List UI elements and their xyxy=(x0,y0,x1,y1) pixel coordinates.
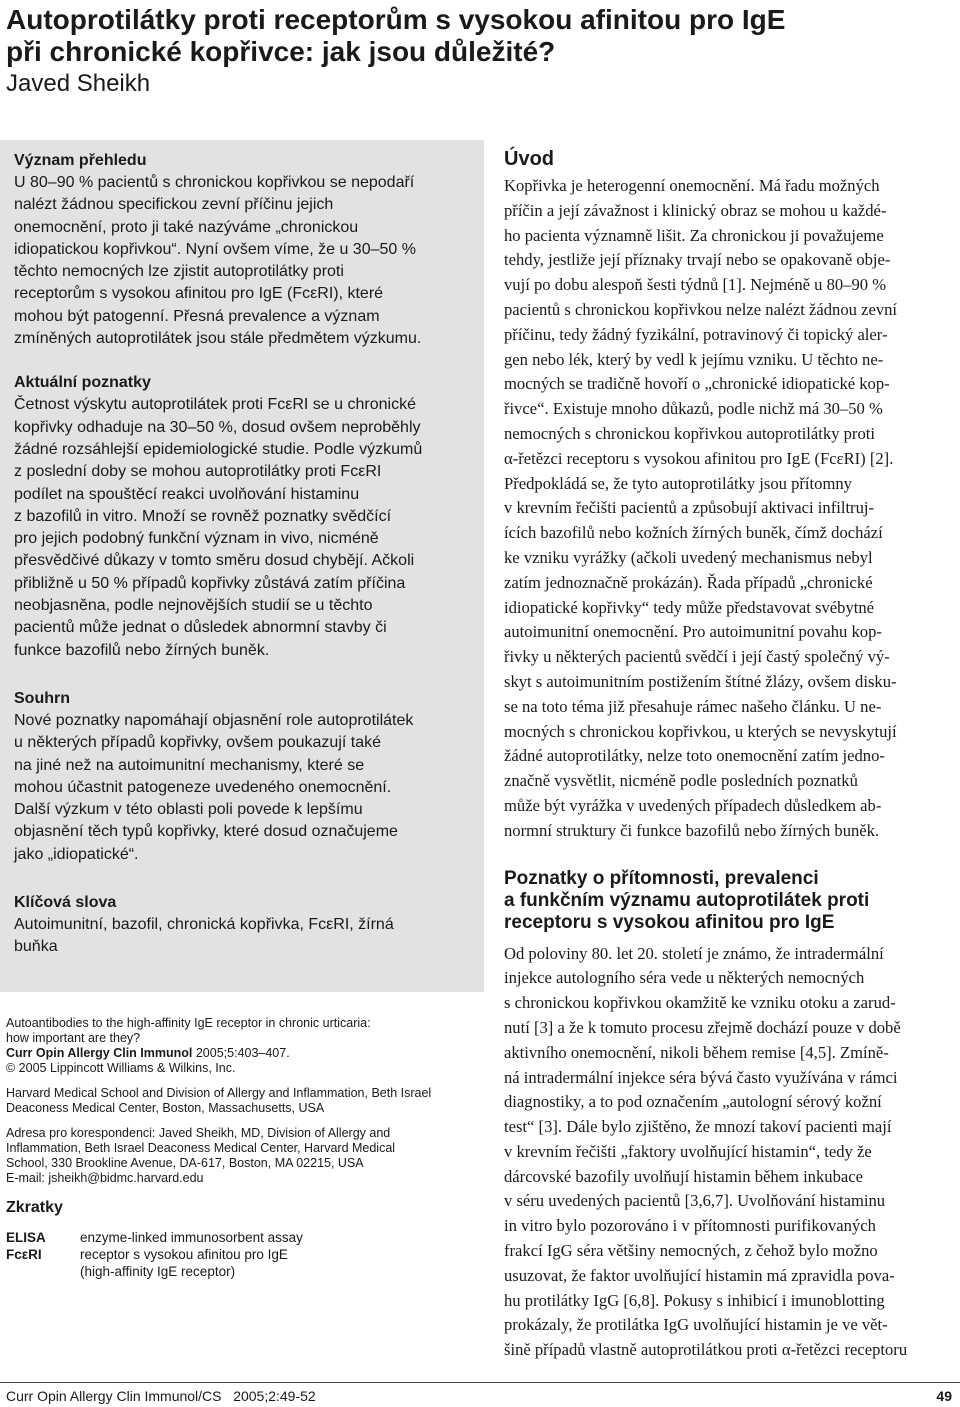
text-line: nutí [3] a že k tomuto procesu zřejmě dochází pouze v době xyxy=(504,1017,901,1037)
text-line: ho pacienta významně lišit. Za chronickou ji považujeme xyxy=(504,225,884,245)
article-title-line-2: při chronické kopřivce: jak jsou důležité? xyxy=(6,36,556,67)
text-line: receptorům s vysokou afinitou pro IgE (FcεRI), které xyxy=(14,285,384,303)
footer-divider xyxy=(0,1382,960,1383)
text-line: pacientů může jednat o důsledek abnormní stavby či xyxy=(14,619,387,637)
affiliation-line: Harvard Medical School and Division of Allergy and Inflammation, Beth Israel xyxy=(6,1086,432,1100)
text-line: hu protilátky IgG [6,8]. Pokusy s inhibicí i imunoblotting xyxy=(504,1290,885,1310)
text-line: Od poloviny 80. let 20. století je známo, že intradermální xyxy=(504,943,884,963)
text-line: řivce“. Existuje mnoho důkazů, podle nichž má 30–50 % xyxy=(504,399,883,419)
affiliation-line: Deaconess Medical Center, Boston, Massachusetts, USA xyxy=(6,1101,325,1115)
text-line: Předpokládá se, že tyto autoprotilátky jsou přítomny xyxy=(504,473,852,493)
text-line: pacientů s chronickou kopřivkou nelze nalézt žádnou zevní xyxy=(504,299,898,319)
text-line: z poslední doby se mohou autoprotilátky proti FcεRI xyxy=(14,463,382,481)
summary-paragraph xyxy=(14,710,476,866)
text-line: přesvědčivé důkazy v tomto směru dosud chybějí. Ačkoli xyxy=(14,552,415,570)
keywords-heading: Klíčová slova xyxy=(14,894,117,912)
purpose-heading: Význam přehledu xyxy=(14,152,147,169)
text-line: objasnění těch typů kopřivky, které dosud označujeme xyxy=(14,823,398,841)
text-line: vují po dobu alespoň šesti týdnů [1]. Nejméně u 80–90 % xyxy=(504,275,887,295)
text-line: mohou být patogenní. Přesná prevalence a význam xyxy=(14,307,380,325)
text-line: frakcí IgG séra většiny nemocných, z čehož bylo možno xyxy=(504,1241,878,1261)
text-line: autoimunitní onemocnění. Pro autoimunitní povahu kop- xyxy=(504,622,882,642)
text-line: injekce autologního séra vede u některých nemocných xyxy=(504,968,865,988)
text-line: nemocných s chronickou kopřivkou autoprotilátky proti xyxy=(504,423,875,443)
abbreviation-key: ELISA xyxy=(6,1230,46,1245)
text-line: dárcovské bazofily uvolňují histamin během inkubace xyxy=(504,1166,863,1186)
abbreviation-key: FcεRI xyxy=(6,1247,42,1262)
text-line: in vitro bylo pozorováno i v přítomnosti purifikovaných xyxy=(504,1216,876,1236)
text-line: značně vysvětlit, nicméně podle posledních poznatků xyxy=(504,771,858,791)
text-line: zatím jednoznačně prokázán). Řada případů „chronické xyxy=(504,572,873,592)
text-line: může být vyrážka v uvedených případech důsledkem ab- xyxy=(504,795,882,815)
footer-journal-info xyxy=(6,1387,316,1405)
author-name: Javed Sheikh xyxy=(6,70,151,97)
keywords-paragraph xyxy=(14,914,476,959)
abbreviation-row xyxy=(6,1229,476,1246)
text-line: pro jejich podobný funkční význam in vivo, nicméně xyxy=(14,530,379,548)
text-line: skyt s autoimunitním postižením štítné žlázy, ovšem disku- xyxy=(504,671,897,691)
text-line: u některých případů kopřivky, ovšem poukazují také xyxy=(14,734,381,752)
text-line: ná intradermální injekce séra bývá často využívána v rámci xyxy=(504,1067,898,1087)
text-line: Kopřivka je heterogenní onemocnění. Má řadu možných xyxy=(504,176,880,195)
correspondence-email: E-mail: jsheikh@bidmc.harvard.edu xyxy=(6,1171,204,1185)
citation xyxy=(6,1046,476,1061)
page-number: 49 xyxy=(936,1388,952,1404)
text-line: mocných s chronickou kopřivkou, u kterých se nevyskytují xyxy=(504,721,897,741)
footer-issue: 2005;2:49-52 xyxy=(233,1388,316,1404)
text-line: test“ [3]. Dále bylo zjištěno, že mnozí takoví pacienti mají xyxy=(504,1117,892,1137)
text-line: ících bazofilů nebo kožních žírných buněk, čímž dochází xyxy=(504,523,883,543)
text-line: idiopatickou kopřivkou“. Nyní ovšem víme, že u 30–50 % xyxy=(14,240,416,258)
heading-line: receptoru s vysokou afinitou pro IgE xyxy=(504,911,835,933)
abbreviation-meaning: receptor s vysokou afinitou pro IgE xyxy=(80,1247,288,1262)
text-line: idiopatické kopřivky“ tedy může představovat svébytné xyxy=(504,597,875,617)
english-title-line: how important are they? xyxy=(6,1031,141,1045)
footer-journal: Curr Opin Allergy Clin Immunol/CS xyxy=(6,1388,222,1404)
text-line: těchto nemocných lze zjistit autoprotilátky proti xyxy=(14,263,344,281)
findings-heading: Aktuální poznatky xyxy=(14,374,151,392)
summary-box xyxy=(0,140,484,992)
text-line: Autoimunitní, bazofil, chronická kopřivka, FcεRI, žírná xyxy=(14,916,394,934)
heading-line: a funkčním významu autoprotilátek proti xyxy=(504,889,870,911)
text-line: neobjasněna, podle nejnovějších studií se u těchto xyxy=(14,597,373,615)
text-line: onemocnění, proto ji také nazýváme „chronickou xyxy=(14,218,359,236)
intro-heading: Úvod xyxy=(504,148,554,170)
text-line: funkce bazofilů nebo žírných buněk. xyxy=(14,641,270,659)
text-line: ke vzniku vyrážky (ačkoli uvedený mechanismus nebyl xyxy=(504,547,873,567)
text-line: Četnost výskytu autoprotilátek proti FcεRI se u chronické xyxy=(14,396,416,414)
text-line: žádné autoprotilátky, nelze toto onemocnění zatím jedno- xyxy=(504,746,885,766)
text-line: normní struktury či funkce bazofilů nebo žírných buněk. xyxy=(504,820,880,840)
text-line: přibližně u 50 % případů kopřivky zůstává zatím příčina xyxy=(14,574,406,592)
text-line: nalézt žádnou specifickou zevní příčinu jejich xyxy=(14,196,334,214)
abbreviation-row xyxy=(6,1246,476,1280)
summary-heading: Souhrn xyxy=(14,689,70,707)
intro-paragraph xyxy=(504,174,960,844)
purpose-paragraph xyxy=(14,172,476,350)
text-line: Nové poznatky napomáhají objasnění role autoprotilátek xyxy=(14,711,414,729)
text-line: příčin a její závažnost i klinický obraz se mohou u každé- xyxy=(504,200,887,220)
text-line: v krevním řečišti „faktory uvolňující histamin“, tedy že xyxy=(504,1141,872,1161)
text-line: zmíněných autoprotilátek jsou stále předmětem výzkumu. xyxy=(14,330,422,348)
abbreviations-heading: Zkratky xyxy=(6,1199,63,1216)
text-line: v krevním řečišti pacientů a způsobují aktivaci infiltruj- xyxy=(504,498,875,518)
text-line: tehdy, jestliže její příznaky trvají nebo se opakovaně obje- xyxy=(504,250,891,270)
title-block xyxy=(6,4,956,100)
text-line: se na toto téma již přesahuje rámec našeho článku. U ne- xyxy=(504,696,882,716)
correspondence-line: Adresa pro korespondenci: Javed Sheikh, MD, Division of Allergy and xyxy=(6,1126,391,1140)
text-line: z bazofilů in vitro. Množí se rovněž poznatky svědčící xyxy=(14,507,392,525)
correspondence-line: School, 330 Brookline Avenue, DA-617, Boston, MA 02215, USA xyxy=(6,1156,364,1170)
citation-details: 2005;5:403–407. xyxy=(192,1046,290,1060)
text-line: příčinu, tedy žádný fyzikální, potravinový či topický aler- xyxy=(504,324,888,344)
text-line: kopřivky odhaduje na 30–50 %, dosud ovšem neproběhly xyxy=(14,418,421,436)
text-line: usuzovat, že faktor uvolňující histamin má zpravidla pova- xyxy=(504,1265,895,1285)
section2-paragraph xyxy=(504,942,960,1364)
text-line: jako „idiopatické“. xyxy=(14,845,139,863)
copyright: © 2005 Lippincott Williams & Wilkins, Inc. xyxy=(6,1061,236,1075)
findings-paragraph xyxy=(14,394,476,662)
article-metadata xyxy=(6,1016,476,1280)
abbreviation-meaning: enzyme-linked immunosorbent assay xyxy=(80,1230,303,1245)
text-line: aktivního onemocnění, nikoli během remise [4,5]. Zmíně- xyxy=(504,1042,889,1062)
article-title-line-1: Autoprotilátky proti receptorům s vysokou afinitou pro IgE xyxy=(6,4,786,35)
text-line: s chronickou kopřivkou okamžitě ke vzniku otoku a zarud- xyxy=(504,993,896,1013)
text-line: na jiné než na autoimunitní mechanismy, které se xyxy=(14,756,365,774)
abbreviation-meaning: (high-affinity IgE receptor) xyxy=(80,1264,236,1279)
citation-journal: Curr Opin Allergy Clin Immunol xyxy=(6,1046,193,1060)
text-line: U 80–90 % pacientů s chronickou kopřivkou se nepodaří xyxy=(14,174,415,191)
text-line: v séru uvedených pacientů [3,6,7]. Uvolňování histaminu xyxy=(504,1191,886,1211)
section2-heading xyxy=(504,868,960,934)
text-line: řivky u některých pacientů svědčí i její častý společný vý- xyxy=(504,647,890,667)
text-line: diagnostiky, a to pod označením „autologní sérový kožní xyxy=(504,1092,882,1112)
text-line: buňka xyxy=(14,938,58,956)
text-line: šině případů vlastně autoprotilátkou proti α-řetězci receptoru xyxy=(504,1340,908,1360)
text-line: Další výzkum v této oblasti poli povede k lepšímu xyxy=(14,801,363,819)
text-line: žádné rozsáhlejší epidemiologické studie. Podle výzkumů xyxy=(14,440,423,458)
text-line: podílet na spouštěcí reakci uvolňování histaminu xyxy=(14,485,360,503)
text-line: mohou účastnit patogeneze uvedeného onemocnění. xyxy=(14,778,392,796)
english-title-line: Autoantibodies to the high-affinity IgE receptor in chronic urticaria: xyxy=(6,1016,371,1030)
correspondence-line: Inflammation, Beth Israel Deaconess Medical Center, Harvard Medical xyxy=(6,1141,396,1155)
text-line: α-řetězci receptoru s vysokou afinitou pro IgE (FcεRI) [2]. xyxy=(504,448,894,468)
main-column xyxy=(504,148,960,1363)
text-line: mocných se tradičně hovoří o „chronické idiopatické kop- xyxy=(504,374,890,394)
text-line: gen nebo lék, který by vedl k jejímu vzniku. U těchto ne- xyxy=(504,349,884,369)
text-line: prokázaly, že protilátka IgG uvolňující histamin je ve vět- xyxy=(504,1315,888,1335)
heading-line: Poznatky o přítomnosti, prevalenci xyxy=(504,867,819,889)
